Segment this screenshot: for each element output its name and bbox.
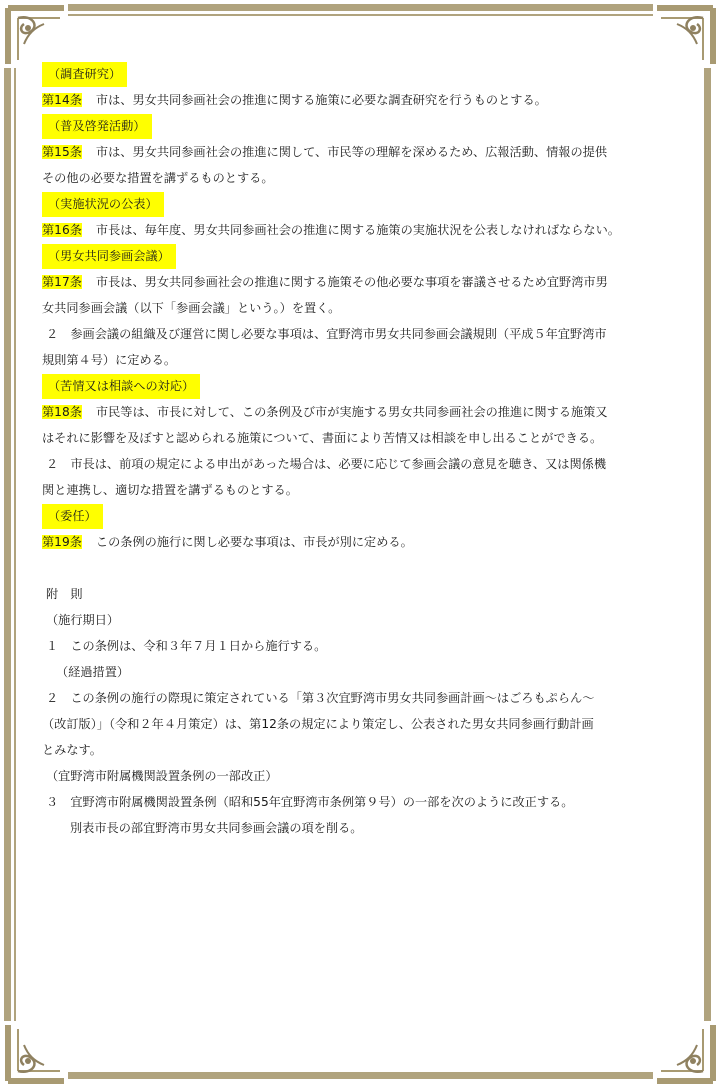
article-19: 第19条 この条例の施行に関し必要な事項は、市長が別に定める。 [42, 535, 413, 549]
article-18-paragraph-2-cont: 関と連携し、適切な措置を講ずるものとする。 [42, 483, 298, 497]
article-18: 第18条 市民等は、市長に対して、この条例及び市が実施する男女共同参画社会の推進に関する施策又 [42, 405, 608, 419]
supplementary-item-2-cont: （改訂版）」（令和２年４月策定）は、第12条の規定により策定し、公表された男女共同参画行動計画 [42, 717, 594, 731]
corner-ornament-icon [653, 1021, 717, 1085]
article-18-paragraph-2: ２ 市長は、前項の規定による申出があった場合は、必要に応じて参画会議の意見を聴き、又は関係機 [46, 457, 607, 471]
article-15: 第15条 市は、男女共同参画社会の推進に関して、市民等の理解を深めるため、広報活動、情報の提供 [42, 145, 608, 159]
article-15-cont: その他の必要な措置を講ずるものとする。 [42, 171, 274, 185]
article-17: 第17条 市長は、男女共同参画社会の推進に関する施策その他必要な事項を審議させるため宜野湾市男 [42, 275, 608, 289]
article-caption: （普及啓発活動） [42, 113, 682, 139]
article-14: 第14条 市は、男女共同参画社会の推進に関する施策に必要な調査研究を行うものとする。 [42, 93, 547, 107]
supplementary-item-1: １ この条例は、令和３年７月１日から施行する。 [46, 639, 327, 653]
supplementary-item-2: ２ この条例の施行の際現に策定されている「第３次宜野湾市男女共同参画計画～はごろもぷらん～ [46, 691, 595, 705]
article-17-paragraph-2: ２ 参画会議の組織及び運営に関し必要な事項は、宜野湾市男女共同参画会議規則（平成５年宜野湾市 [46, 327, 607, 341]
supplementary-title: 附 則 [46, 587, 83, 601]
article-number: 第15条 [42, 145, 82, 159]
article-17-cont: 女共同参画会議（以下「参画会議」という。）を置く。 [42, 301, 341, 315]
corner-ornament-icon [653, 4, 717, 68]
article-16: 第16条 市長は、毎年度、男女共同参画社会の推進に関する施策の実施状況を公表しなければならない。 [42, 223, 620, 237]
corner-ornament-icon [4, 1021, 68, 1085]
supplementary-item-2-cont: とみなす。 [42, 743, 102, 757]
transition-caption: （経過措置） [56, 665, 130, 679]
article-number: 第18条 [42, 405, 82, 419]
article-caption: （実施状況の公表） [42, 191, 682, 217]
article-17-paragraph-2-cont: 規則第４号）に定める。 [42, 353, 177, 367]
article-caption: （調査研究） [42, 61, 682, 87]
article-number: 第17条 [42, 275, 82, 289]
article-caption: （男女共同参画会議） [42, 243, 682, 269]
supplementary-item-3: ３ 宜野湾市附属機関設置条例（昭和55年宜野湾市条例第９号）の一部を次のように改正する。 [46, 795, 574, 809]
supplementary-item-3-detail: 別表市長の部宜野湾市男女共同参画会議の項を削る。 [70, 821, 363, 835]
ordinance-text [42, 61, 682, 841]
enforcement-caption: （施行期日） [46, 613, 120, 627]
article-number: 第16条 [42, 223, 82, 237]
article-number: 第14条 [42, 93, 82, 107]
corner-ornament-icon [4, 4, 68, 68]
article-caption: （委任） [42, 503, 682, 529]
article-18-cont: はそれに影響を及ぼすと認められる施策について、書面により苦情又は相談を申し出ることができる。 [42, 431, 603, 445]
amend-caption: （宜野湾市附属機関設置条例の一部改正） [46, 769, 278, 783]
article-caption: （苦情又は相談への対応） [42, 373, 682, 399]
article-number: 第19条 [42, 535, 82, 549]
